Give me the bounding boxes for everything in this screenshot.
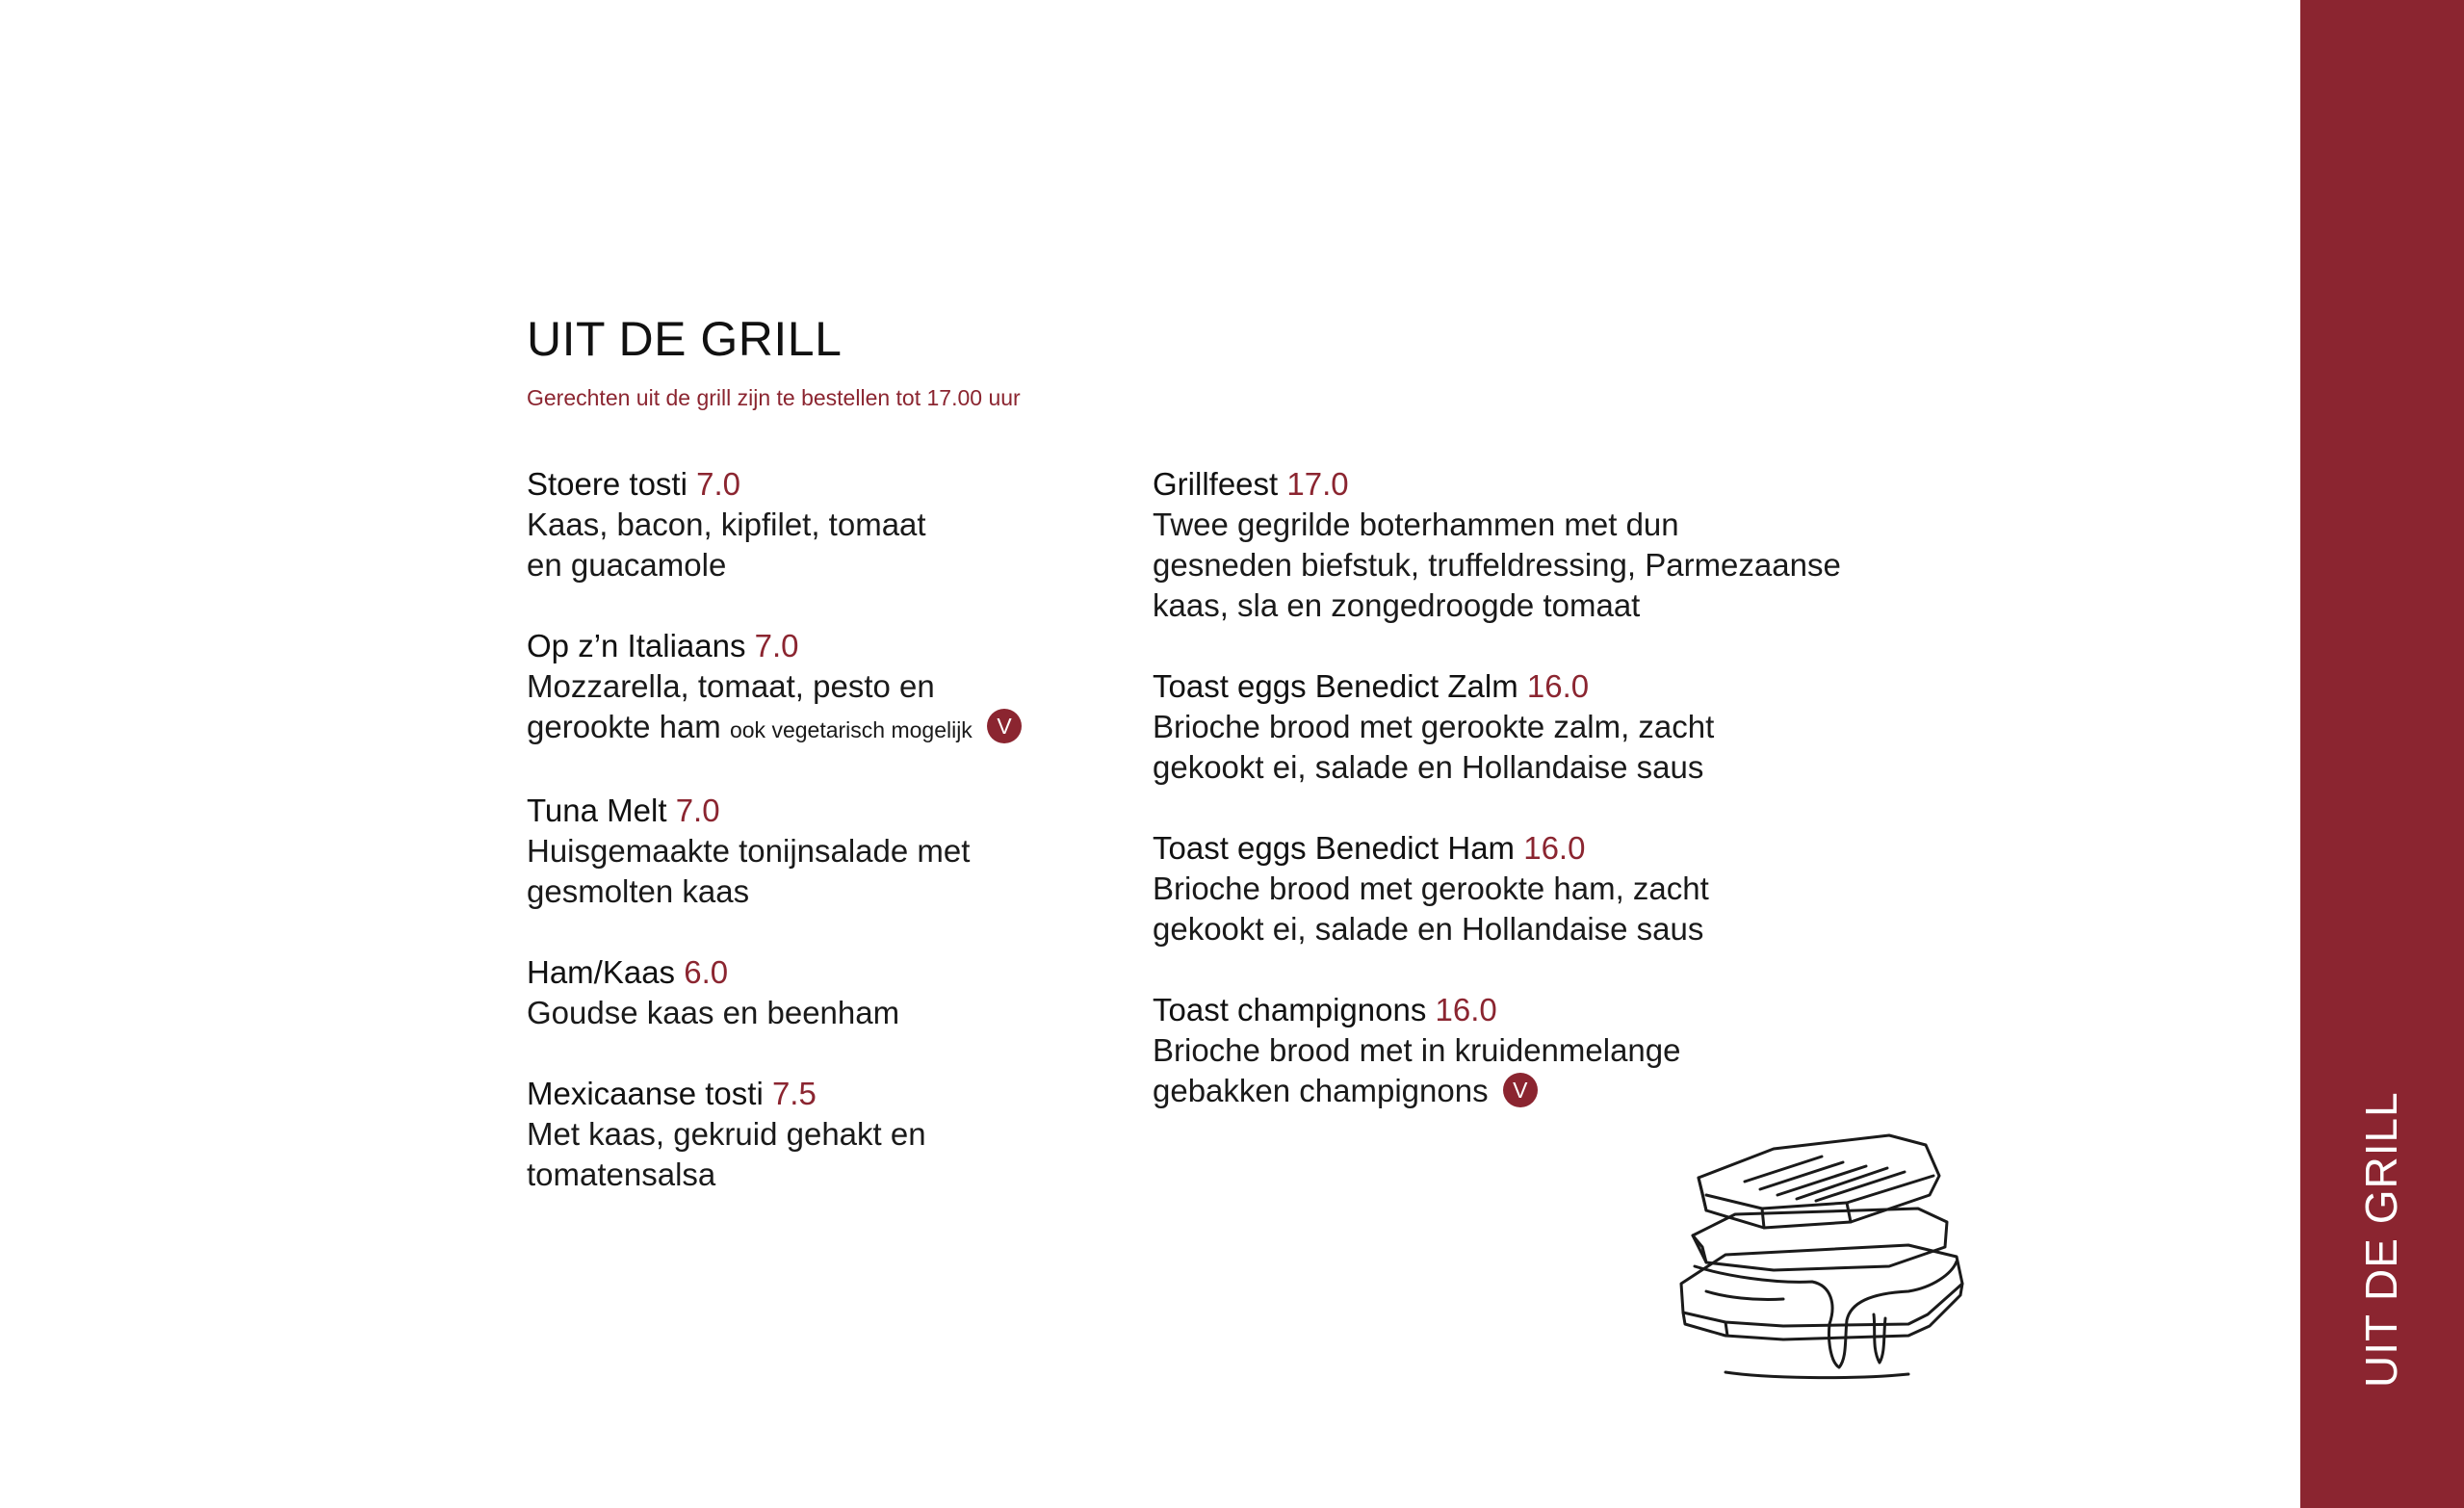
menu-item-price: 17.0	[1286, 466, 1349, 502]
menu-item-description: gesneden biefstuk, truffeldressing, Parmezaanse	[1153, 547, 1841, 583]
menu-item-description: gesmolten kaas	[527, 873, 750, 909]
menu-item-description: kaas, sla en zongedroogde tomaat	[1153, 587, 1641, 623]
menu-item-grillfeest	[1153, 464, 1884, 626]
menu-item-price: 7.0	[754, 628, 799, 663]
menu-item-name: Mexicaanse tosti	[527, 1076, 764, 1111]
menu-item-tuna-melt	[527, 791, 1143, 912]
vegetarian-note: ook vegetarisch mogelijk	[729, 717, 973, 742]
menu-item-description: gekookt ei, salade en Hollandaise saus	[1153, 911, 1704, 947]
menu-item-price: 7.0	[675, 793, 720, 828]
menu-item-stoere-tosti	[527, 464, 1143, 585]
menu-item-description: Brioche brood met gerookte ham, zacht	[1153, 871, 1709, 906]
menu-item-description: Kaas, bacon, kipfilet, tomaat	[527, 507, 926, 542]
menu-item-benedict-ham	[1153, 828, 1884, 949]
menu-item-toast-champignons	[1153, 990, 1884, 1111]
grilled-sandwich-illustration-icon	[1668, 1122, 1995, 1382]
menu-item-price: 16.0	[1526, 668, 1590, 704]
menu-item-description: gekookt ei, salade en Hollandaise saus	[1153, 749, 1704, 785]
menu-item-description: en guacamole	[527, 547, 727, 583]
menu-item-description: Brioche brood met in kruidenmelange	[1153, 1032, 1681, 1068]
menu-item-price: 7.0	[696, 466, 740, 502]
menu-item-description: Met kaas, gekruid gehakt en	[527, 1116, 926, 1152]
menu-item-description: gerookte ham	[527, 709, 721, 744]
menu-item-benedict-zalm	[1153, 666, 1884, 788]
vegetarian-badge-icon: V	[1503, 1073, 1538, 1107]
menu-item-price: 7.5	[771, 1076, 817, 1111]
menu-item-name: Ham/Kaas	[527, 954, 676, 990]
menu-item-description: gebakken champignons	[1153, 1073, 1489, 1108]
menu-item-price: 6.0	[684, 954, 729, 990]
menu-item-description: Goudse kaas en beenham	[527, 995, 900, 1030]
menu-item-name: Tuna Melt	[527, 793, 667, 828]
side-band-label: UIT DE GRILL	[2356, 1091, 2406, 1388]
page-title: UIT DE GRILL	[527, 312, 843, 366]
menu-item-name: Op z’n Italiaans	[527, 628, 746, 663]
menu-item-description: Mozzarella, tomaat, pesto en	[527, 668, 935, 704]
menu-item-name: Stoere tosti	[527, 466, 687, 502]
menu-item-name: Toast eggs Benedict Ham	[1153, 830, 1516, 866]
menu-item-name: Grillfeest	[1153, 466, 1279, 502]
menu-column-right	[1153, 464, 1884, 1152]
menu-item-description: Twee gegrilde boterhammen met dun	[1153, 507, 1679, 542]
menu-item-description: tomatensalsa	[527, 1157, 716, 1192]
menu-item-description: Brioche brood met gerookte zalm, zacht	[1153, 709, 1715, 744]
menu-item-price: 16.0	[1435, 992, 1497, 1027]
menu-item-mexicaanse-tosti	[527, 1074, 1143, 1195]
side-band	[2300, 0, 2464, 1508]
menu-item-ham-kaas	[527, 952, 1143, 1033]
menu-item-price: 16.0	[1523, 830, 1586, 866]
menu-item-name: Toast champignons	[1153, 992, 1427, 1027]
menu-item-name: Toast eggs Benedict Zalm	[1153, 668, 1518, 704]
menu-item-op-zn-italiaans	[527, 626, 1143, 750]
menu-column-left	[527, 464, 1143, 1235]
page-subtitle: Gerechten uit de grill zijn te bestellen tot 17.00 uur	[527, 385, 1021, 410]
vegetarian-badge-icon: V	[987, 709, 1022, 743]
menu-item-description: Huisgemaakte tonijnsalade met	[527, 833, 971, 869]
